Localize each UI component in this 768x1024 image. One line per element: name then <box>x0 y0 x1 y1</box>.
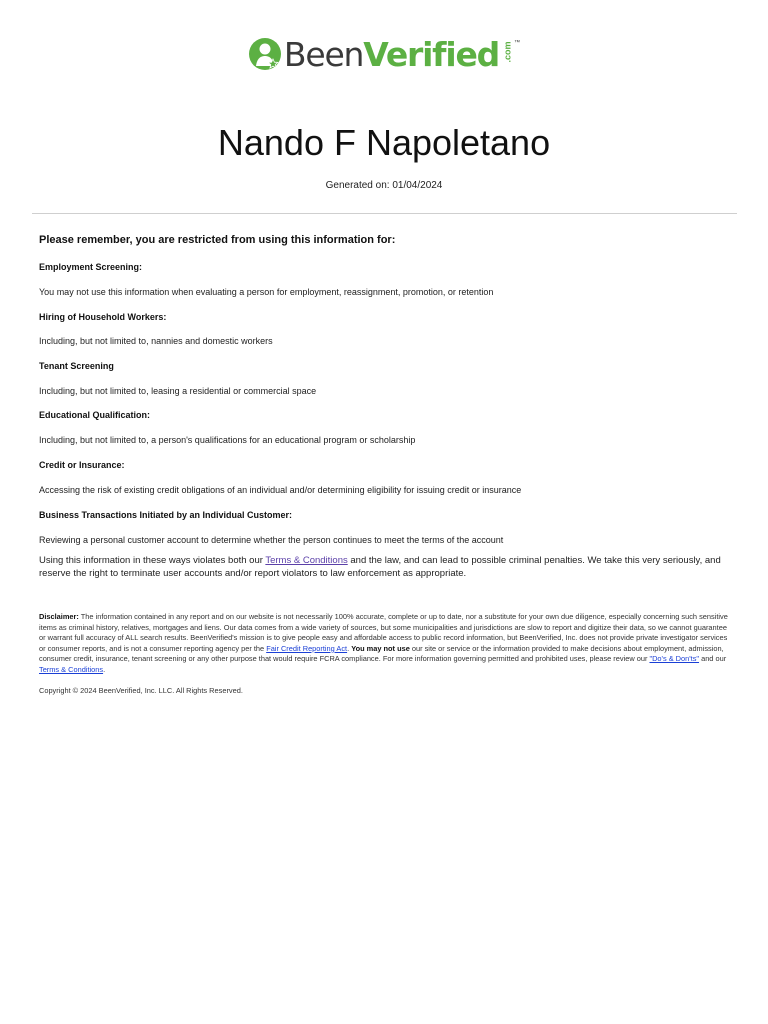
restrictions-title: Please remember, you are restricted from using this information for: <box>39 234 396 246</box>
restriction-heading: Credit or Insurance: <box>39 460 125 470</box>
restriction-heading: Tenant Screening <box>39 361 114 371</box>
restriction-text: Reviewing a personal customer account to determine whether the person continues to meet the terms of the account <box>39 535 504 545</box>
usage-notice <box>39 555 734 580</box>
restriction-text: You may not use this information when evaluating a person for employment, reassignment, promotion, or retention <box>39 287 494 297</box>
restriction-heading: Employment Screening: <box>39 262 143 272</box>
disclaimer-text: The information contained in any report and on our website is not necessarily 100% accurate, complete or up to date, nor a substitute for your own due diligence, especially concerning such sensitive items as criminal history, relatives, mortgages and liens. Our data comes from a wide variety of sources, but some municipalities and jurisdictions are slow to report and digitize their data, so we cannot guarantee or warrant full accuracy of ALL search results. BeenVerified's mission is to give people easy and affordable access to public record information, but BeenVerified, Inc. does not provide private investigator services or consumer reports, and is not a consumer reporting agency per the <box>39 612 728 653</box>
brand-wordmark: BeenVerified <box>283 34 500 74</box>
terms-conditions-link[interactable]: Terms & Conditions <box>265 555 348 566</box>
report-subject-name: Nando F Napoletano <box>217 122 551 163</box>
usage-notice-text: Using this information in these ways violates both our <box>39 555 266 566</box>
brand-logo <box>0 36 768 72</box>
header-divider <box>32 213 737 214</box>
copyright: Copyright © 2024 BeenVerified, Inc. LLC. All Rights Reserved. <box>39 686 243 695</box>
disclaimer-text: our site or service or the information provided to make decisions about employment, admission, consumer credit, insurance, tenant screening or any other purpose that would require FCRA compliance. For more information governing permitted and prohibited uses, please review our <box>39 643 724 664</box>
dos-donts-link[interactable]: "Do's & Don'ts" <box>649 654 700 664</box>
disclaimer-bold: You may not use <box>351 643 410 653</box>
disclaimer-label: Disclaimer: <box>39 612 79 621</box>
restriction-text: Including, but not limited to, a person's qualifications for an educational program or scholarship <box>39 435 416 445</box>
brand-suffix: .com <box>502 41 513 63</box>
restriction-heading: Business Transactions Initiated by an Individual Customer: <box>39 510 293 520</box>
disclaimer-text: and our <box>699 654 727 664</box>
disclaimer <box>39 612 729 676</box>
disclaimer-text: . <box>103 664 106 674</box>
usage-notice-text: and the law, and can lead to possible criminal penalties. We take this very seriously, and reserve the right to terminate user accounts and/or report violators to law enforcement as appropriate. <box>39 555 721 579</box>
generated-date: Generated on: 01/04/2024 <box>325 180 443 191</box>
restriction-text: Accessing the risk of existing credit obligations of an individual and/or determining eligibility for issuing credit or insurance <box>39 485 522 495</box>
terms-conditions-link-footer[interactable]: Terms & Conditions <box>39 664 104 674</box>
person-star-icon <box>248 36 282 72</box>
restriction-text: Including, but not limited to, nannies and domestic workers <box>39 336 273 346</box>
restriction-text: Including, but not limited to, leasing a residential or commercial space <box>39 386 317 396</box>
fcra-link[interactable]: Fair Credit Reporting Act <box>266 643 348 653</box>
trademark-symbol: ™ <box>514 40 521 46</box>
restriction-heading: Hiring of Household Workers: <box>39 312 167 322</box>
disclaimer-text: . <box>347 643 352 653</box>
restriction-heading: Educational Qualification: <box>39 410 151 420</box>
